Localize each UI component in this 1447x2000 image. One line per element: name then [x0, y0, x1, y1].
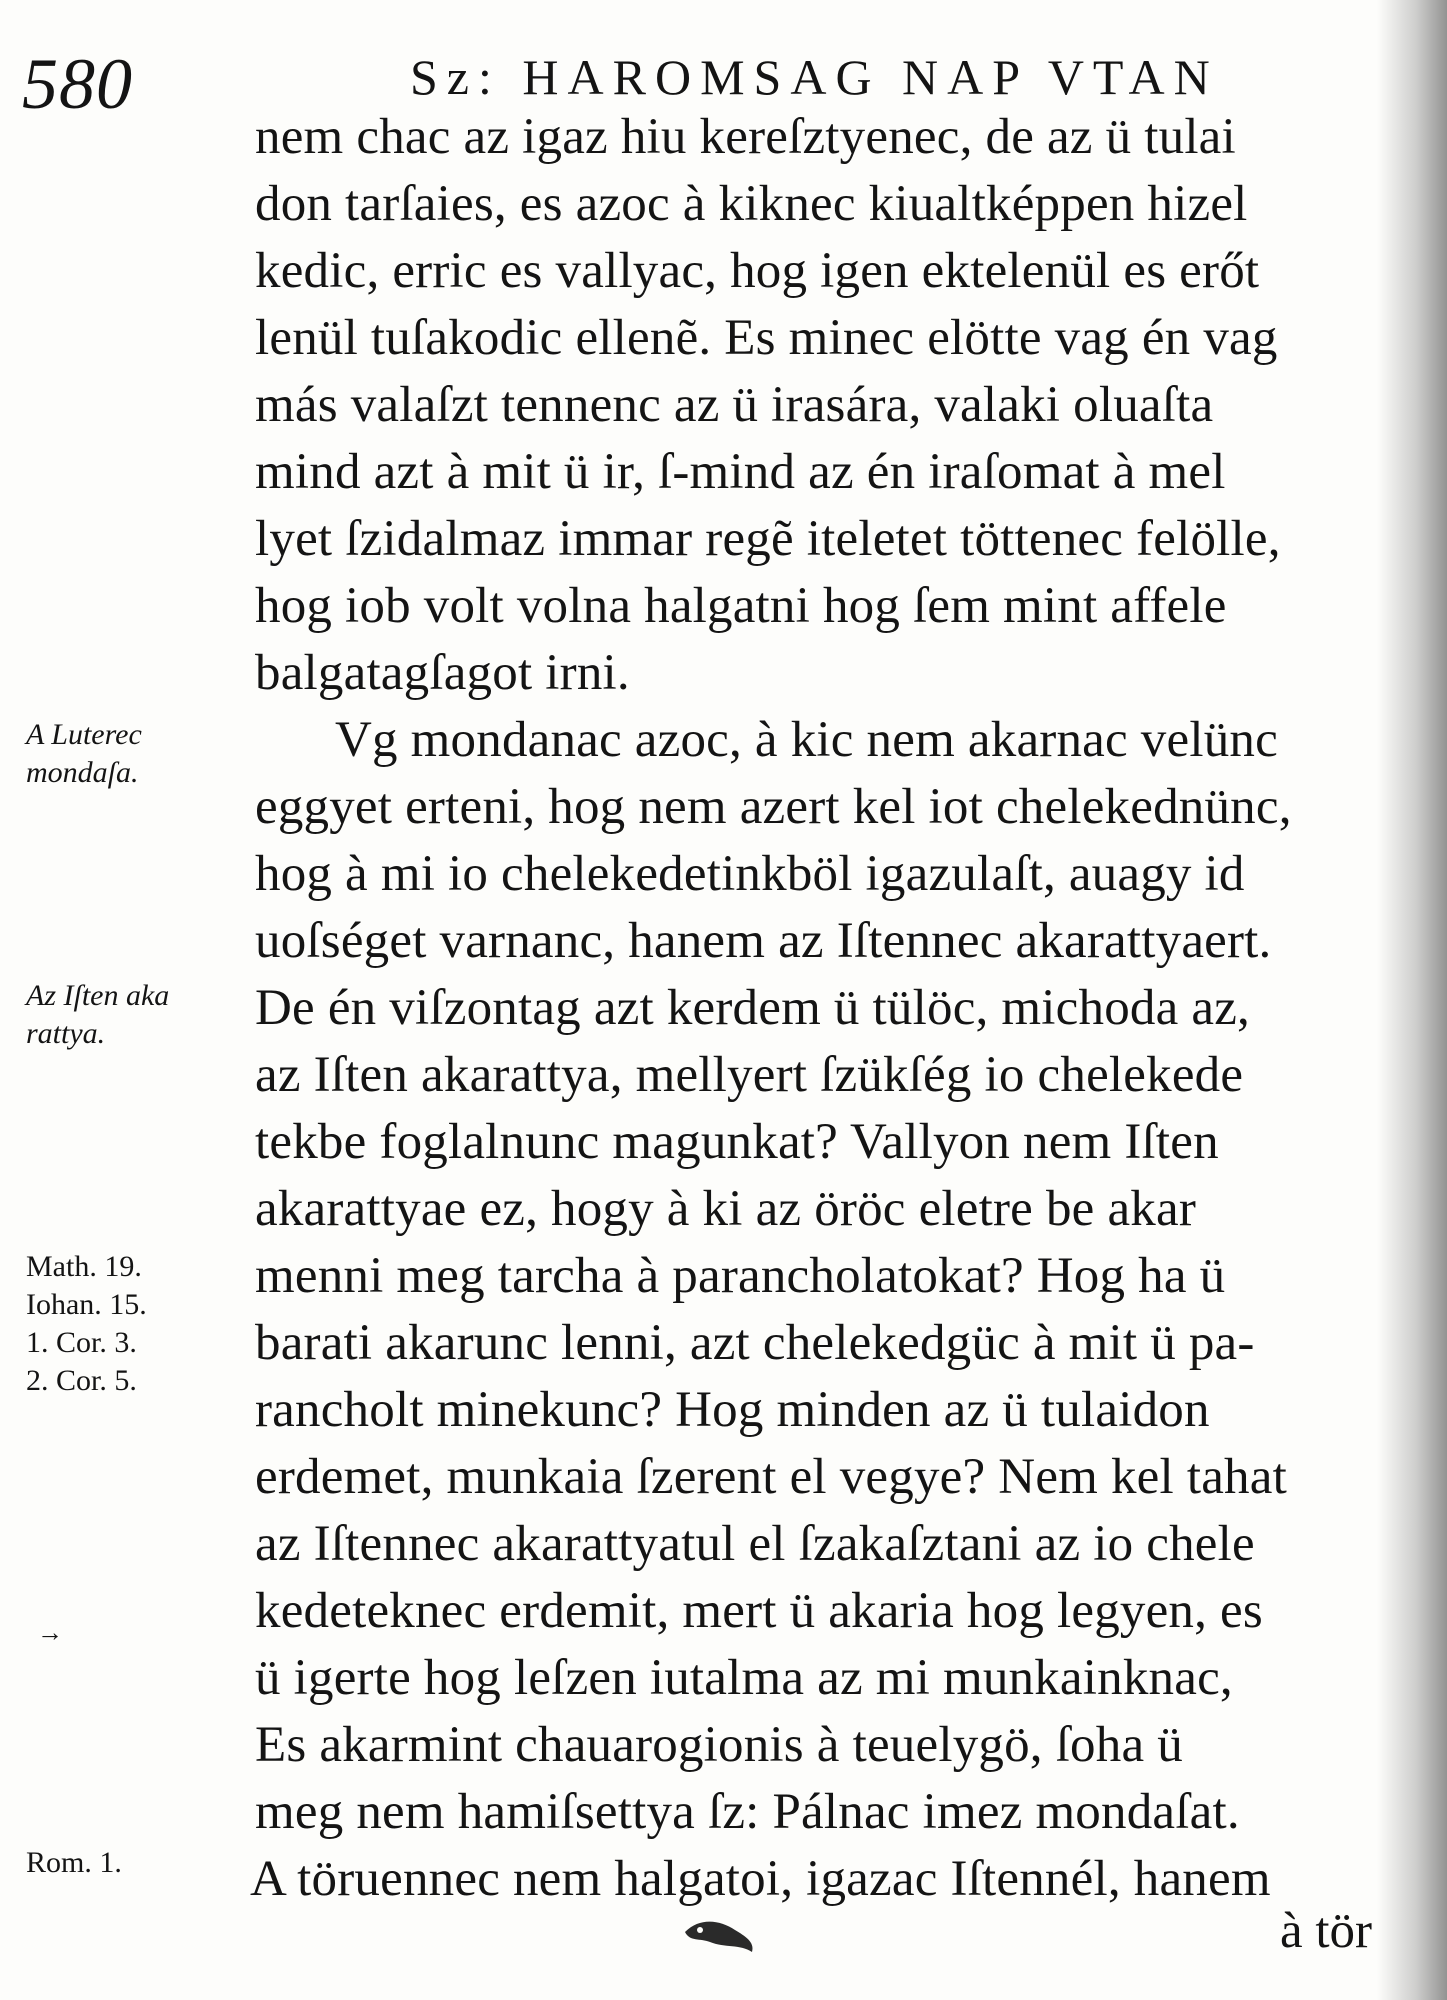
text-line: lyet ſzidalmaz immar regẽ iteletet töttenec felölle,	[255, 511, 1281, 567]
page-number: 580	[22, 44, 133, 124]
text-line: uoſséget varnanc, hanem az Iſtennec akarattyaert.	[255, 913, 1272, 969]
text-line: rancholt minekunc? Hog minden az ü tulaidon	[255, 1382, 1210, 1438]
text-line: más valaſzt tennenc az ü irasára, valaki oluaſta	[255, 377, 1214, 433]
text-line: A töruennec nem halgatoi, igazac Iſtennél, hanem	[250, 1851, 1271, 1907]
margin-note-luterec	[26, 716, 142, 792]
text-line: barati akarunc lenni, azt chelekedgüc à mit ü pa-	[255, 1315, 1255, 1371]
text-line: kedic, erric es vallyac, hog igen ektelenül es erőt	[255, 243, 1260, 299]
text-line: meg nem hamiſsettya ſz: Pálnac imez mondaſat.	[255, 1784, 1240, 1840]
text-line: balgatagſagot irni.	[255, 645, 630, 701]
printer-ornament-icon	[680, 1912, 760, 1962]
running-head: Sz: HAROMSAG NAP VTAN	[410, 49, 1219, 105]
text-line: nem chac az igaz hiu kereſztyenec, de az ü tulai	[255, 109, 1236, 165]
text-line: Es akarmint chauarogionis à teuelygö, ſoha ü	[255, 1717, 1183, 1773]
scripture-ref: 1. Cor. 3.	[26, 1326, 137, 1359]
text-line: az Iſten akarattya, mellyert ſzükſég io chelekede	[255, 1047, 1244, 1103]
text-line: ü igerte hog leſzen iutalma az mi munkainknac,	[255, 1650, 1233, 1706]
scripture-ref: Rom. 1.	[26, 1846, 122, 1879]
margin-note-scripture-refs	[26, 1248, 147, 1400]
scripture-ref: 2. Cor. 5.	[26, 1364, 137, 1397]
scripture-ref: Math. 19.	[26, 1250, 142, 1283]
margin-note-line: rattya.	[26, 1017, 106, 1050]
scripture-ref: Iohan. 15.	[26, 1288, 147, 1321]
text-line: akarattyae ez, hogy à ki az öröc eletre be akar	[255, 1181, 1196, 1237]
text-line: don tarſaies, es azoc à kiknec kiualtképpen hizel	[255, 176, 1248, 232]
margin-note-isten-akarattya	[26, 977, 169, 1053]
text-line: lenül tuſakodic ellenẽ. Es minec elötte vag én vag	[255, 310, 1278, 366]
margin-note-rom	[26, 1844, 122, 1882]
text-line: menni meg tarcha à parancholatokat? Hog ha ü	[255, 1248, 1226, 1304]
text-line: mind azt à mit ü ir, ſ-mind az én iraſomat à mel	[255, 444, 1226, 500]
margin-note-line: mondaſa.	[26, 756, 139, 789]
text-line: eggyet erteni, hog nem azert kel iot chelekednünc,	[255, 779, 1292, 835]
margin-note-line: A Luterec	[26, 718, 142, 751]
text-line: De én viſzontag azt kerdem ü tülöc, michoda az,	[255, 980, 1251, 1036]
body-text	[250, 104, 1395, 1913]
text-line: tekbe foglalnunc magunkat? Vallyon nem Iſten	[255, 1114, 1219, 1170]
margin-pointer-mark: →	[37, 1618, 63, 1647]
text-line: erdemet, munkaia ſzerent el vegye? Nem kel tahat	[255, 1449, 1287, 1505]
text-line: Vg mondanac azoc, à kic nem akarnac velünc	[335, 712, 1278, 768]
margin-note-line: Az Iſten aka	[26, 979, 170, 1012]
catchword: à tör	[1280, 1903, 1373, 1959]
text-line: kedeteknec erdemit, mert ü akaria hog legyen, es	[255, 1583, 1263, 1639]
text-line: hog à mi io chelekedetinkböl igazulaſt, auagy id	[255, 846, 1245, 902]
text-line: az Iſtennec akarattyatul el ſzakaſztani az io chele	[255, 1516, 1255, 1572]
text-line: hog iob volt volna halgatni hog ſem mint affele	[255, 578, 1227, 634]
